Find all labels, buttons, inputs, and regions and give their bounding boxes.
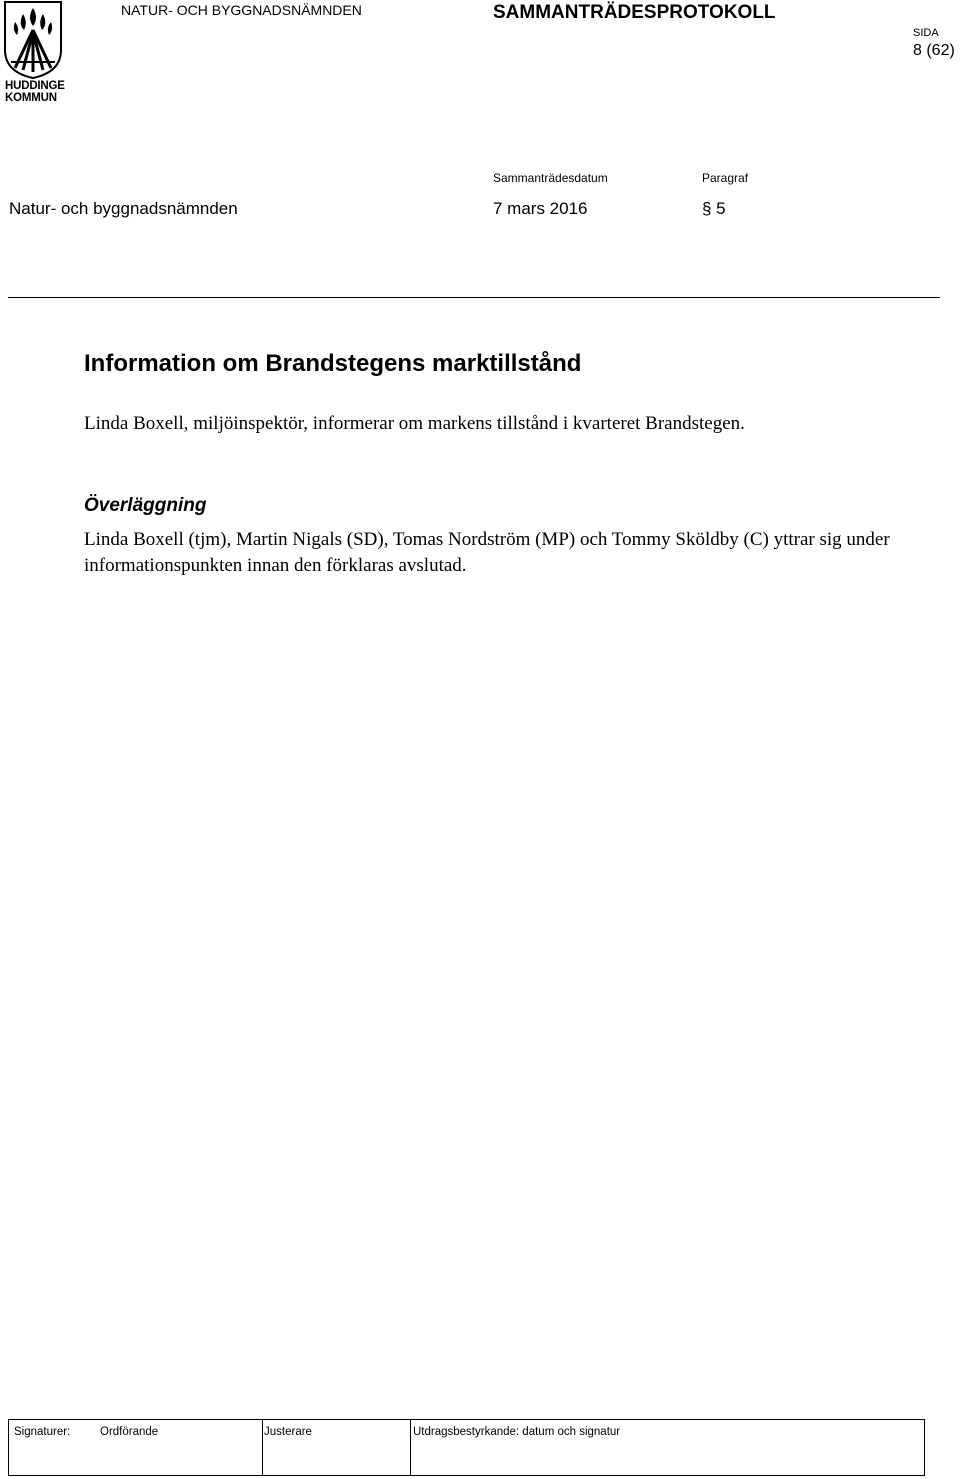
paragraph-label: Paragraf — [702, 171, 749, 185]
body-paragraph-1: Linda Boxell, miljöinspektör, informerar om markens tillstånd i kvarteret Brandstegen. — [84, 413, 745, 434]
committee-name: NATUR- OCH BYGGNADSNÄMNDEN — [121, 2, 362, 18]
paragraph-number: § 5 — [702, 199, 726, 218]
signature-cell-extract — [410, 1420, 924, 1475]
chair-label: Ordförande — [100, 1426, 159, 1438]
document-type: SAMMANTRÄDESPROTOKOLL — [493, 2, 776, 23]
header-divider — [8, 297, 940, 298]
municipality-logo — [3, 0, 67, 104]
logo-line-1: HUDDINGE — [5, 80, 65, 92]
logo-wordmark — [5, 80, 65, 104]
date-label: Sammanträdesdatum — [493, 171, 608, 185]
body-paragraph-2: Linda Boxell (tjm), Martin Nigals (SD), Tomas Nordström (MP) och Tommy Sköldby (C) yttrar sig under informationspunkten innan den förklaras avslutad. — [84, 529, 890, 576]
organization-name: Natur- och byggnadsnämnden — [9, 199, 238, 218]
page-label: SIDA — [913, 27, 939, 39]
page-number: 8 (62) — [913, 42, 955, 59]
extract-label: Utdragsbestyrkande: datum och signatur — [413, 1426, 621, 1438]
signatures-label: Signaturer: — [14, 1426, 71, 1438]
page-title: Information om Brandstegens marktillstånd — [84, 350, 582, 377]
logo-line-2: KOMMUN — [5, 92, 57, 104]
section-heading: Överläggning — [84, 495, 207, 516]
huddinge-emblem-icon — [3, 0, 67, 80]
meeting-date: 7 mars 2016 — [493, 199, 588, 218]
signature-box — [8, 1419, 925, 1476]
adjuster-label: Justerare — [264, 1426, 312, 1438]
signature-cell-chair — [9, 1420, 262, 1475]
signature-cell-adjuster — [262, 1420, 410, 1475]
